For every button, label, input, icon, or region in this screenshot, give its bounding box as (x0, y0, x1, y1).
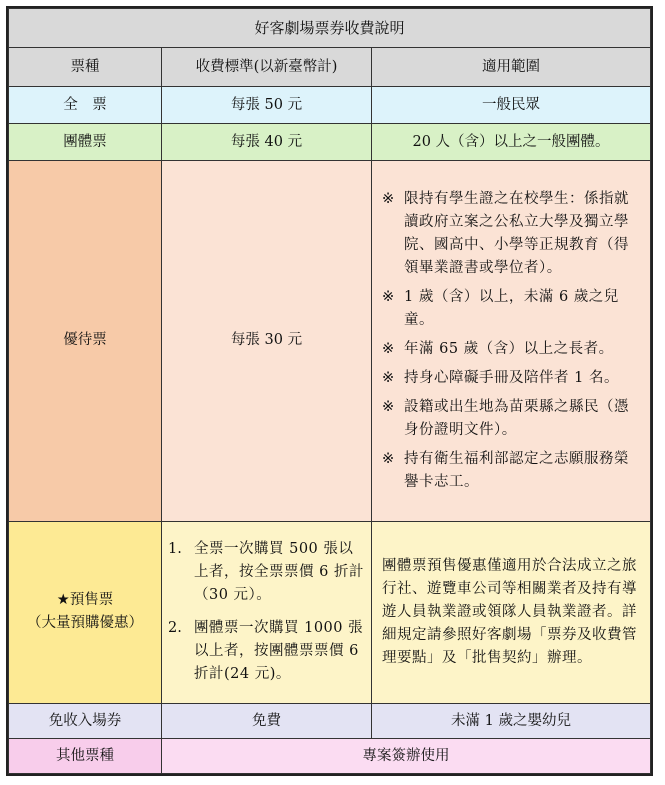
free-ticket-price: 免費 (162, 704, 372, 739)
table-row-full (9, 87, 651, 124)
presale-ticket-type: ★預售票 （大量預購優惠） (9, 521, 162, 703)
list-item: 1. 全票一次購買 500 張以上者，按全票票價 6 折計（30 元）。 (168, 541, 364, 604)
ticket-fee-table (8, 8, 651, 774)
discount-ticket-type: 優待票 (9, 161, 162, 522)
header-scope: 適用範圍 (372, 48, 651, 87)
list-item: 2. 團體票一次購買 1000 張以上者，按團體票票價 6 折計(24 元)。 (168, 620, 364, 683)
full-ticket-scope: 一般民眾 (372, 87, 651, 124)
presale-ticket-price (162, 521, 372, 703)
free-ticket-type: 免收入場券 (9, 704, 162, 739)
list-item: ※ 限持有學生證之在校學生：係指就讀政府立案之公私立大學及獨立學院、國高中、小學等正規教育（得領畢業證書或學位者）。 (382, 188, 642, 280)
list-item: ※ 設籍或出生地為苗栗縣之縣民（憑身份證明文件）。 (382, 396, 642, 442)
reference-mark-icon: ※ (382, 450, 395, 467)
discount-ticket-scope (372, 161, 651, 522)
reference-mark-icon: ※ (382, 369, 395, 386)
other-ticket-type: 其他票種 (9, 739, 162, 774)
table-title: 好客劇場票券收費說明 (9, 9, 651, 48)
list-item: ※ 1 歲（含）以上，未滿 6 歲之兒童。 (382, 286, 642, 332)
reference-mark-icon: ※ (382, 340, 395, 357)
reference-mark-icon: ※ (382, 398, 395, 415)
presale-ticket-scope: 團體票預售優惠僅適用於合法成立之旅行社、遊覽車公司等相關業者及持有導遊人員執業證或領隊人員執業證者。詳細規定請參照好客劇場「票券及收費管理要點」及「批售契約」辦理。 (372, 521, 651, 703)
discount-ticket-price: 每張 30 元 (162, 161, 372, 522)
table-row-group (9, 124, 651, 161)
table-row-free (9, 704, 651, 739)
presale-ticket-subtitle: （大量預購優惠） (27, 615, 143, 632)
list-item: ※ 持有衛生福利部認定之志願服務榮譽卡志工。 (382, 448, 642, 494)
discount-eligibility-list (372, 182, 650, 500)
list-item: ※ 持身心障礙手冊及陪伴者 1 名。 (382, 367, 642, 390)
table-row-presale (9, 521, 651, 703)
group-ticket-scope: 20 人（含）以上之一般團體。 (372, 124, 651, 161)
free-ticket-scope: 未滿 1 歲之嬰幼兒 (372, 704, 651, 739)
reference-mark-icon: ※ (382, 190, 395, 207)
list-item: ※ 年滿 65 歲（含）以上之長者。 (382, 338, 642, 361)
full-ticket-type: 全 票 (9, 87, 162, 124)
group-ticket-type: 團體票 (9, 124, 162, 161)
full-ticket-price: 每張 50 元 (162, 87, 372, 124)
ticket-fee-table-frame (6, 6, 653, 776)
other-ticket-scope: 專案簽辦使用 (162, 739, 651, 774)
reference-mark-icon: ※ (382, 288, 395, 305)
group-ticket-price: 每張 40 元 (162, 124, 372, 161)
star-icon: ★ (56, 592, 70, 609)
presale-price-list (162, 532, 371, 692)
table-row-discount (9, 161, 651, 522)
header-ticket-type: 票種 (9, 48, 162, 87)
header-price: 收費標準(以新臺幣計) (162, 48, 372, 87)
table-row-other (9, 739, 651, 774)
